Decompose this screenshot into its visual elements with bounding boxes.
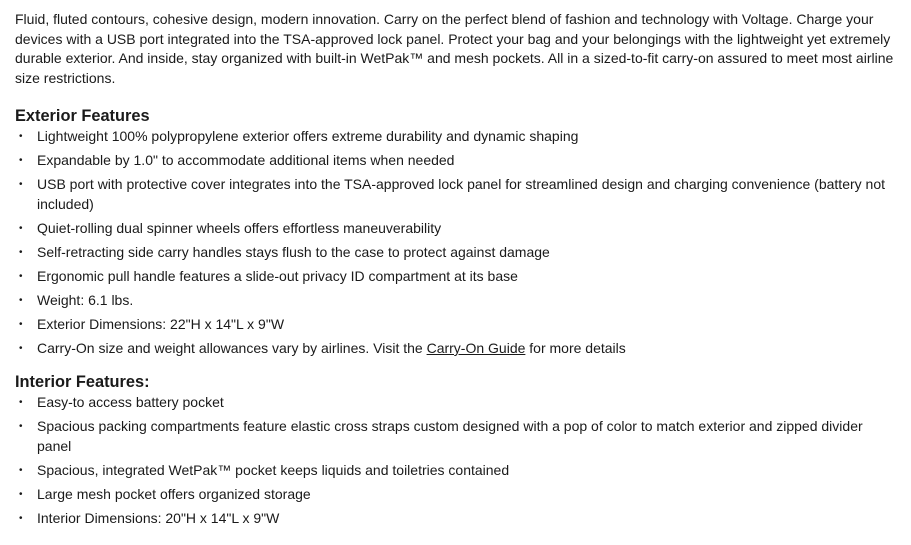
interior-features-heading: Interior Features: xyxy=(15,373,150,391)
exterior-features-heading: Exterior Features xyxy=(15,107,150,125)
exterior-features-list xyxy=(15,126,895,358)
list-item: • Weight: 6.1 lbs. xyxy=(15,290,895,310)
carry-on-note-text-end: for more details xyxy=(525,340,626,356)
list-item: • Interior Dimensions: 20"H x 14"L x 9"W xyxy=(15,508,895,528)
list-item: • Self-retracting side carry handles stays flush to the case to protect against damage xyxy=(15,242,895,262)
carry-on-note-text: Carry-On size and weight allowances vary by airlines. Visit the xyxy=(37,340,427,356)
list-item: • Spacious, integrated WetPak™ pocket keeps liquids and toiletries contained xyxy=(15,460,895,480)
list-item-carry-on-note xyxy=(15,338,895,358)
list-item: • USB port with protective cover integrates into the TSA-approved lock panel for streamlined design and charging convenience (battery not included) xyxy=(15,174,895,214)
intro-paragraph: Fluid, fluted contours, cohesive design, modern innovation. Carry on the perfect blend of fashion and technology with Voltage. Charge your devices with a USB port integrated into the TSA-approved lock panel. Protect your bag and your belongings with the lightweight yet extremely durable exterior. And inside, stay organized with built-in WetPak™ and mesh pockets. All in a sized-to-fit carry-on assured to meet most airline size restrictions. xyxy=(15,11,894,86)
list-item: • Large mesh pocket offers organized storage xyxy=(15,484,895,504)
carry-on-guide-link[interactable]: Carry-On Guide xyxy=(426,340,526,356)
list-item: • Spacious packing compartments feature elastic cross straps custom designed with a pop of color to match exterior and zipped divider panel xyxy=(15,416,895,456)
product-description xyxy=(15,10,895,528)
list-item: • Lightweight 100% polypropylene exterior offers extreme durability and dynamic shaping xyxy=(15,126,895,146)
list-item: • Expandable by 1.0" to accommodate additional items when needed xyxy=(15,150,895,170)
list-item: • Ergonomic pull handle features a slide-out privacy ID compartment at its base xyxy=(15,266,895,286)
list-item: • Easy-to access battery pocket xyxy=(15,392,895,412)
list-item: • Quiet-rolling dual spinner wheels offers effortless maneuverability xyxy=(15,218,895,238)
list-item: • Exterior Dimensions: 22"H x 14"L x 9"W xyxy=(15,314,895,334)
interior-features-list xyxy=(15,392,895,528)
